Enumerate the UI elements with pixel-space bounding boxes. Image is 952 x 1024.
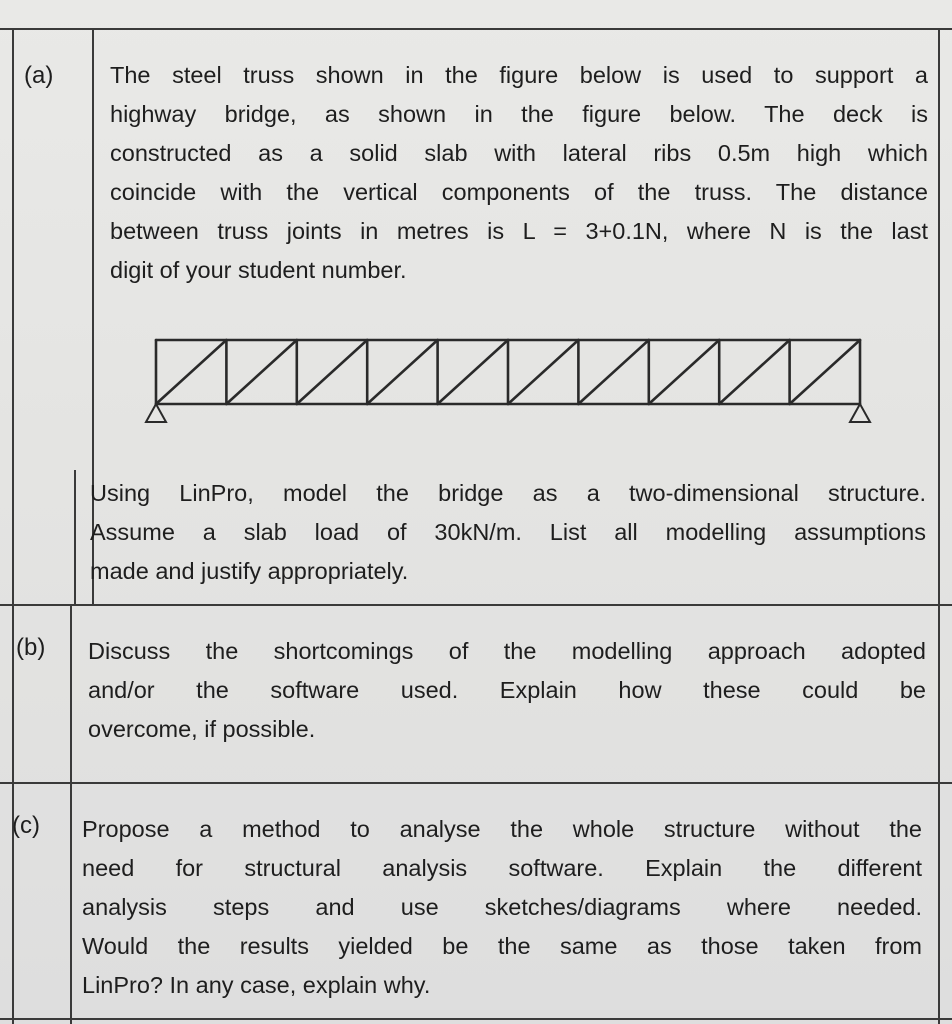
text-line: Propose a method to analyse the whole structure without the xyxy=(82,816,922,842)
part-c-label: (c) xyxy=(12,812,40,839)
diagonal-member xyxy=(649,340,719,404)
diagonal-member xyxy=(578,340,648,404)
diagonal-member xyxy=(297,340,367,404)
diagonal-member xyxy=(719,340,789,404)
text-line: Discuss the shortcomings of the modelling approach adopted xyxy=(88,638,926,664)
text-line: Using LinPro, model the bridge as a two-dimensional structure. xyxy=(90,480,926,506)
part-a-text-2 xyxy=(90,474,926,591)
text-line: coincide with the vertical components of the truss. The distance xyxy=(110,179,928,205)
column-divider-a-lower xyxy=(74,470,76,604)
part-b-text xyxy=(88,632,926,749)
diagonal-member xyxy=(156,340,226,404)
text-line: between truss joints in metres is L = 3+0.1N, where N is the last xyxy=(110,218,928,244)
text-line: constructed as a solid slab with lateral ribs 0.5m high which xyxy=(110,140,928,166)
row-divider-bottom xyxy=(0,1018,952,1020)
text-line: made and justify appropriately. xyxy=(90,558,409,584)
diagonal-member xyxy=(508,340,578,404)
text-line: Assume a slab load of 30kN/m. List all modelling assumptions xyxy=(90,519,926,545)
row-divider-ab xyxy=(0,604,952,606)
text-line: Would the results yielded be the same as those taken from xyxy=(82,933,922,959)
text-line: overcome, if possible. xyxy=(88,716,316,742)
text-line: LinPro? In any case, explain why. xyxy=(82,972,431,998)
left-border xyxy=(12,28,14,1024)
diagonal-member xyxy=(367,340,437,404)
part-a-text xyxy=(110,56,928,290)
diagonal-member xyxy=(790,340,860,404)
truss-diagram xyxy=(140,328,882,428)
row-divider-bc xyxy=(0,782,952,784)
part-b-label: (b) xyxy=(16,634,46,661)
text-line: analysis steps and use sketches/diagrams where needed. xyxy=(82,894,922,920)
table-top-border xyxy=(0,28,952,30)
diagonal-member xyxy=(438,340,508,404)
right-pin-support xyxy=(850,404,870,422)
part-c-text xyxy=(82,810,922,1005)
text-line: The steel truss shown in the figure below is used to support a xyxy=(110,62,928,88)
diagonal-member xyxy=(226,340,296,404)
part-a-label: (a) xyxy=(24,62,54,89)
text-line: highway bridge, as shown in the figure below. The deck is xyxy=(110,101,928,127)
text-line: and/or the software used. Explain how these could be xyxy=(88,677,926,703)
left-pin-support xyxy=(146,404,166,422)
text-line: digit of your student number. xyxy=(110,257,407,283)
column-divider-bc xyxy=(70,604,72,1024)
right-border xyxy=(938,28,940,1024)
text-line: need for structural analysis software. Explain the different xyxy=(82,855,922,881)
